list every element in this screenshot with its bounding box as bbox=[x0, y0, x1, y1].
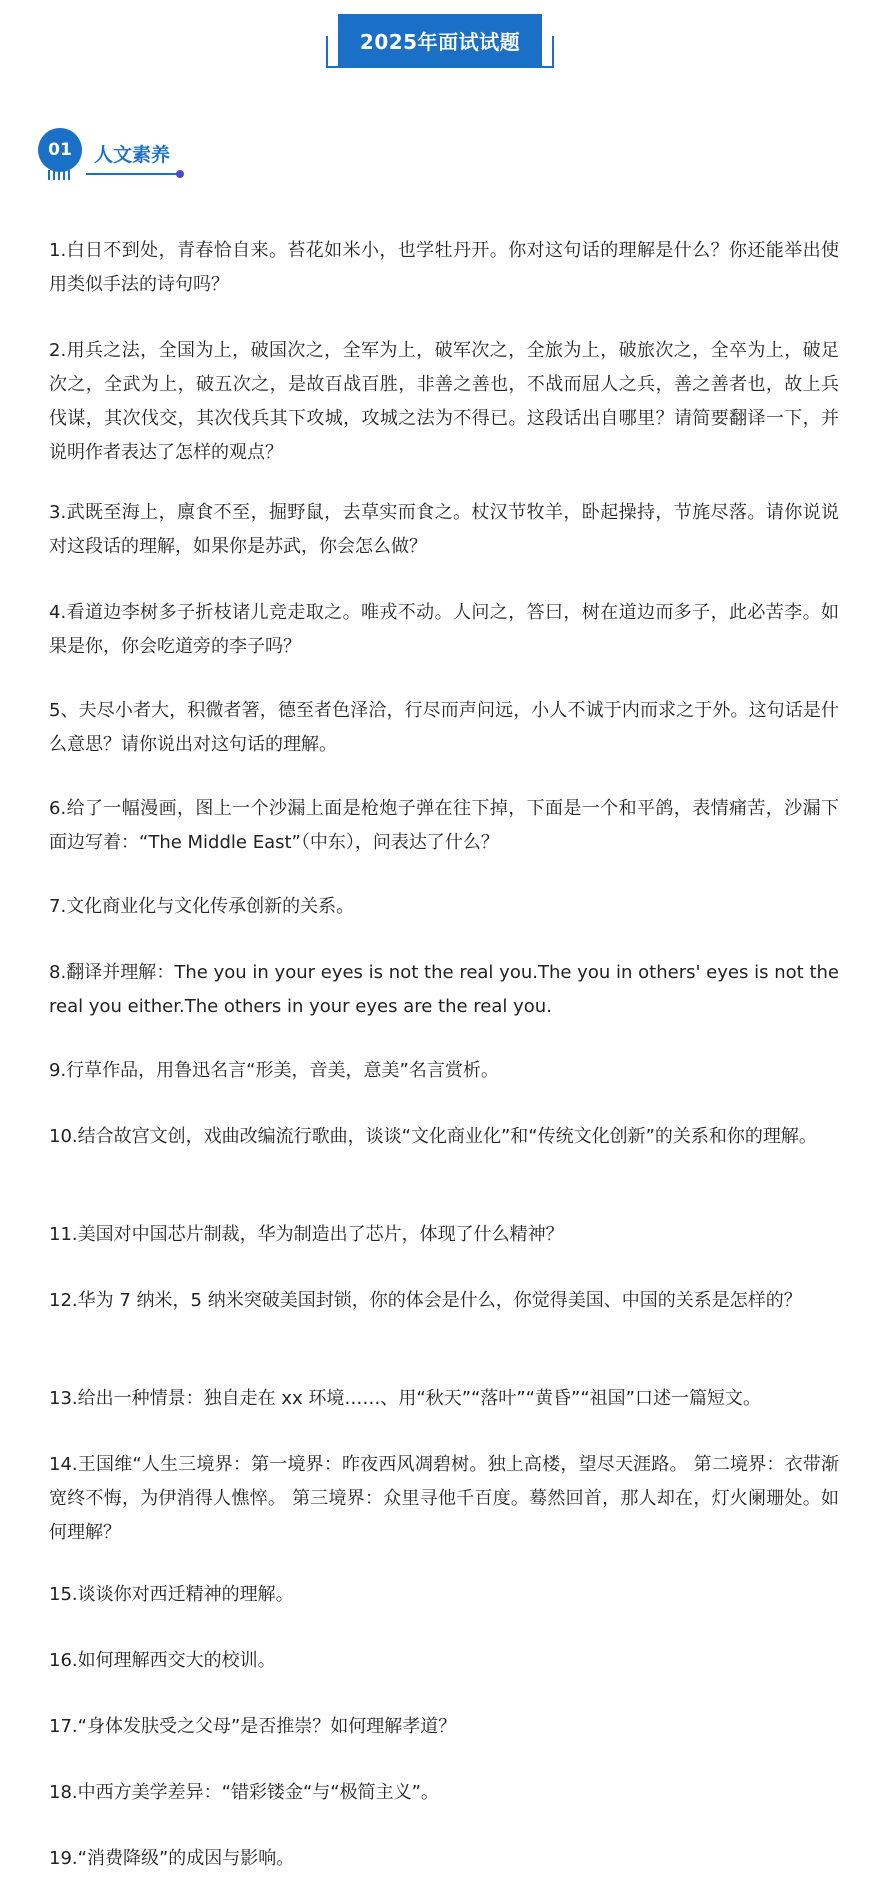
question-18: 18.中西方美学差异：“错彩镂金“与“极简主义”。 bbox=[49, 1782, 439, 1803]
question-7: 7.文化商业化与文化传承创新的关系。 bbox=[49, 896, 355, 917]
question-8: 8.翻译并理解：The you in your eyes is not the real you.The you in others' eyes is not the real you either.The others in your eyes are the real you. bbox=[49, 962, 839, 1017]
question-12: 12.华为 7 纳米，5 纳米突破美国封锁，你的体会是什么，你觉得美国、中国的关系是怎样的？ bbox=[49, 1290, 802, 1311]
question-4: 4.看道边李树多子折枝诸儿竞走取之。唯戎不动。人问之，答曰，树在道边而多子，此必苦李。如果是你，你会吃道旁的李子吗？ bbox=[49, 602, 839, 657]
section-underline bbox=[86, 173, 180, 175]
title-banner: 2025年面试试题 bbox=[338, 14, 542, 66]
section-badge bbox=[38, 128, 82, 178]
question-2: 2.用兵之法，全国为上，破国次之，全军为上，破军次之，全旅为上，破旅次之，全卒为上，破足次之，全武为上，破五次之，是故百战百胜，非善之善也，不战而屈人之兵，善之善者也，故上兵伐谋，其次伐交，其次伐兵其下攻城，攻城之法为不得已。这段话出自哪里？请简要翻译一下，并说明作者表达了怎样的观点？ bbox=[49, 340, 839, 463]
question-10: 10.结合故宫文创，戏曲改编流行歌曲，谈谈“文化商业化”和“传统文化创新”的关系和你的理解。 bbox=[49, 1126, 817, 1147]
question-3: 3.武既至海上，廪食不至，掘野鼠，去草实而食之。杖汉节牧羊，卧起操持，节旄尽落。请你说说对这段话的理解，如果你是苏武，你会怎么做？ bbox=[49, 502, 839, 557]
section-title: 人文素养 bbox=[94, 144, 171, 166]
question-17: 17.“身体发肤受之父母”是否推崇？如何理解孝道？ bbox=[49, 1716, 457, 1737]
question-13: 13.给出一种情景：独自走在 xx 环境……、用“秋天”“落叶”“黄昏”“祖国”口述一篇短文。 bbox=[49, 1388, 761, 1409]
question-6: 6.给了一幅漫画，图上一个沙漏上面是枪炮子弹在往下掉，下面是一个和平鸽，表情痛苦，沙漏下面边写着：“The Middle East”（中东），问表达了什么？ bbox=[49, 798, 839, 853]
question-5: 5、夫尽小者大，积微者箸，德至者色泽洽，行尽而声问远，小人不诚于内而求之于外。这句话是什么意思？请你说出对这句话的理解。 bbox=[49, 700, 839, 755]
question-14: 14.王国维“人生三境界：第一境界：昨夜西风凋碧树。独上高楼，望尽天涯路。 第二境界：衣带渐宽终不悔，为伊消得人憔悴。 第三境界：众里寻他千百度。蓦然回首，那人却在，灯火阑珊处。如何理解？ bbox=[49, 1454, 839, 1543]
question-16: 16.如何理解西交大的校训。 bbox=[49, 1650, 276, 1671]
title-banner-group bbox=[326, 12, 556, 72]
badge-stripes-icon bbox=[48, 170, 72, 180]
question-9: 9.行草作品，用鲁迅名言“形美，音美，意美”名言赏析。 bbox=[49, 1060, 499, 1081]
section-number: 01 bbox=[38, 128, 82, 172]
question-19: 19.“消费降级”的成因与影响。 bbox=[49, 1848, 295, 1869]
section-underline-dot bbox=[176, 170, 184, 178]
question-11: 11.美国对中国芯片制裁，华为制造出了芯片，体现了什么精神？ bbox=[49, 1224, 564, 1245]
question-15: 15.谈谈你对西迁精神的理解。 bbox=[49, 1584, 294, 1605]
question-1: 1.白日不到处，青春恰自来。苔花如米小，也学牡丹开。你对这句话的理解是什么？你还能举出使用类似手法的诗句吗？ bbox=[49, 240, 839, 295]
